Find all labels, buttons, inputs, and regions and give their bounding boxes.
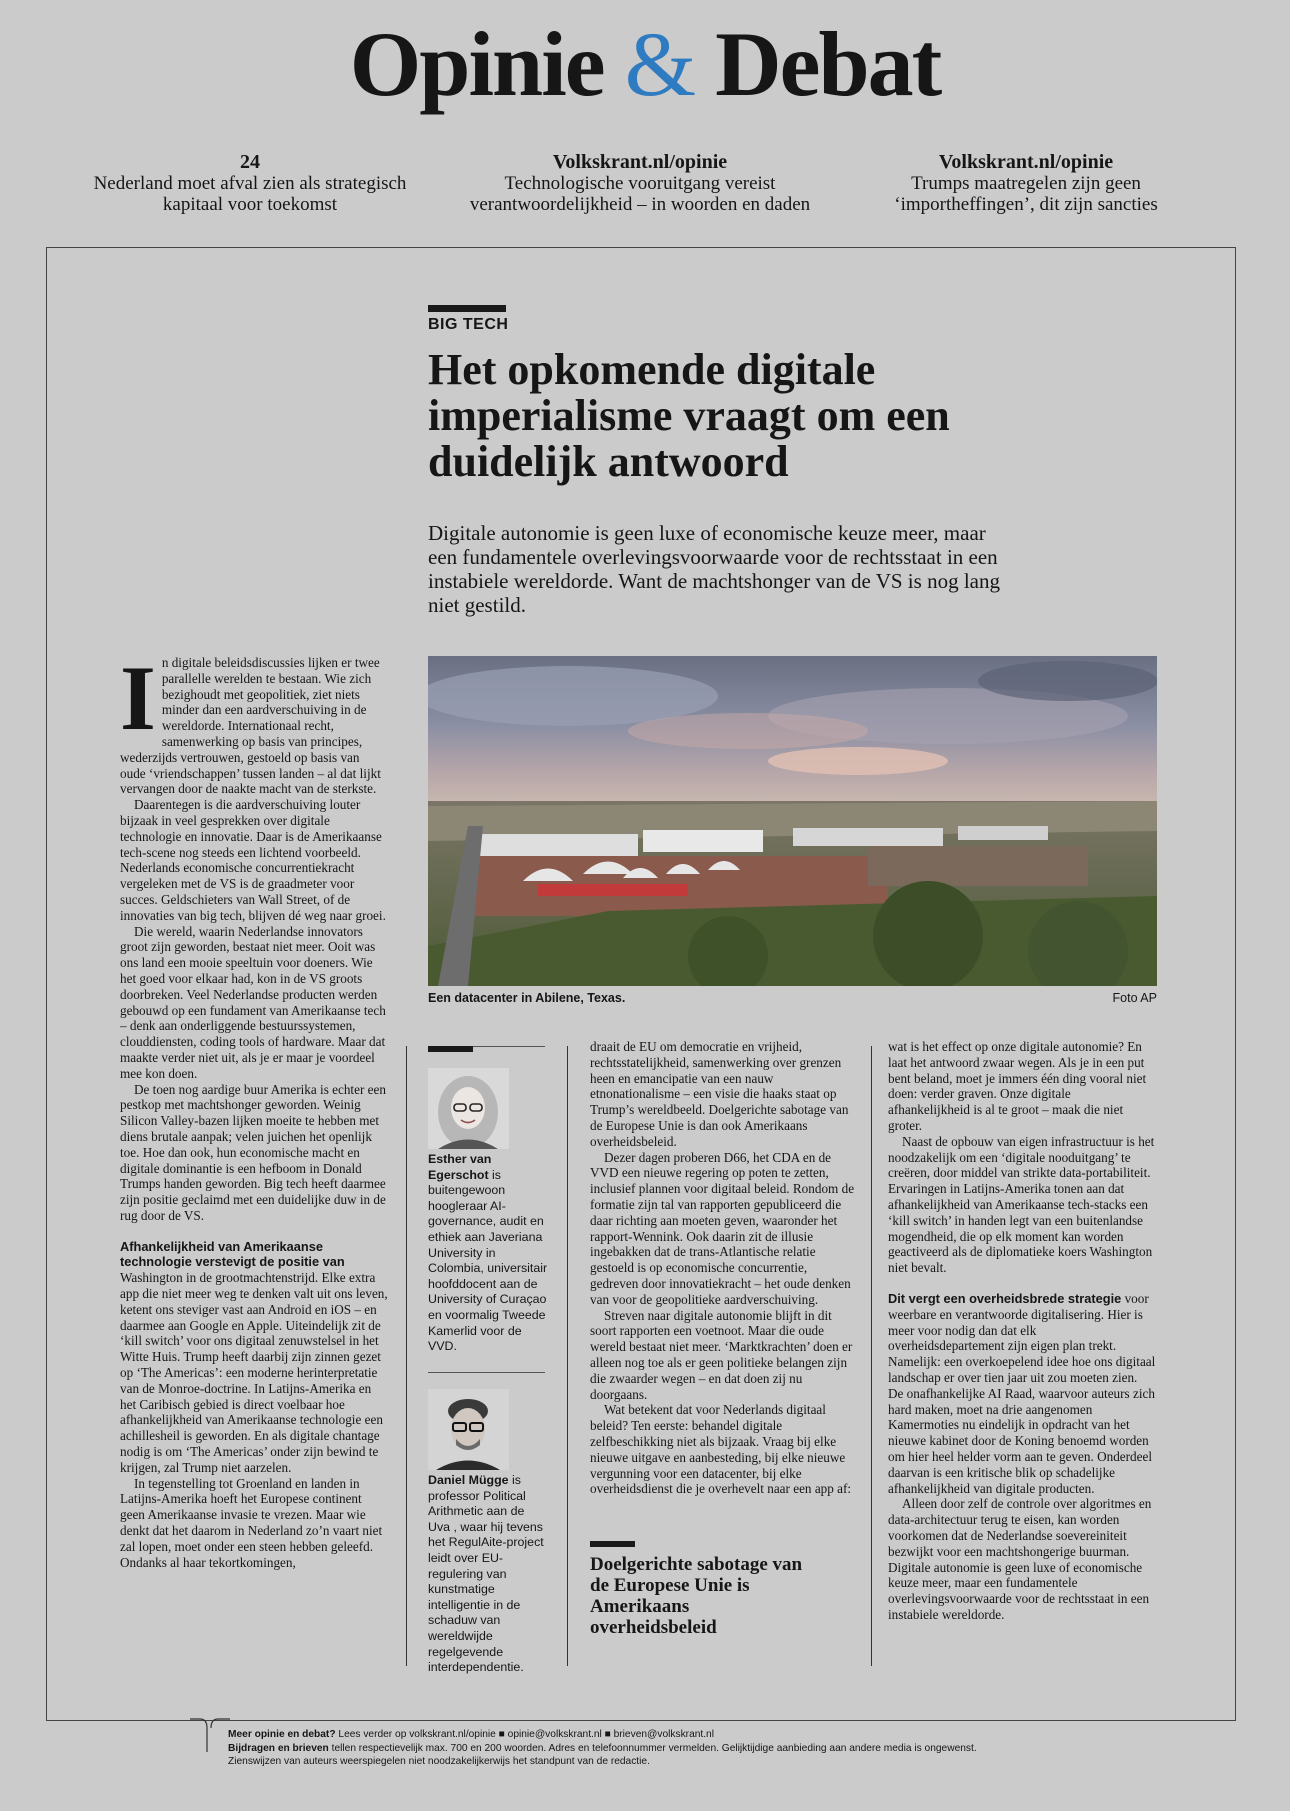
bio-bar <box>428 1046 473 1052</box>
paragraph: n digitale beleidsdiscussies lijken er twee parallelle werelden te bestaan. Wie zich bezighoudt met geopolitiek, ziet niets minder dan een aardverschuiving in de wereldorde. Internationaal recht, samenwerking op basis van principes, wederzijds vertrouwen, gestoeld op basis van oude ‘vriendschappen’ tussen landen – al dat lijkt vervangen door de naakte macht van de sterkste. <box>120 655 381 797</box>
author-description: is buitengewoon hoogleraar AI-governance, audit en ethiek aan Javeriana University in Colombia, universitair hoofddocent aan de University of Curaçao en voormalig Tweede Kamerlid voor de VVD. <box>428 1167 548 1354</box>
footer-lead: Meer opinie en debat? <box>228 1729 336 1740</box>
portrait-image <box>428 1068 509 1149</box>
datacenter-photo-image <box>428 656 1157 986</box>
footer-disclaimer: Zienswijzen van auteurs weerspiegelen niet noodzakelijkerwijs het standpunt van de redactie. <box>228 1756 650 1767</box>
footer-bracket <box>190 1718 230 1752</box>
pull-quote-bar <box>590 1541 635 1547</box>
drop-cap: I <box>120 647 156 749</box>
paragraph: voor weerbare en verantwoorde digitalisering. Hier is meer voor nodig dan dat elk overheidsdepartement zijn eigen plan trekt. Namelijk: een overkoepelend idee hoe ons digitaal landschap er over tien jaar uit zou moeten zien. De onafhankelijke AI Raad, waarvoor auteurs zich hard maken, moet na drie aangenomen Kamermoties nu eindelijk in opdracht van het nieuwe kabinet door de Koning benoemd worden om hier heel helder vorm aan te geven. Onderdeel daarvan is een kritische blik op schadelijke afhankelijkheid van digitale producten. <box>888 1290 1156 1496</box>
paragraph: wat is het effect op onze digitale autonomie? En laat het antwoord zwaar wegen. Als je in een put bent beland, moet je immers één ding vooral niet doen: verder graven. Onze digitale afhankelijkheid is al te groot – maak die niet groter. <box>888 1039 1147 1133</box>
paragraph: Naast de opbouw van eigen infrastructuur is het noodzakelijk om een ‘digitale nooduitgang’ te creëren, door middel van strikte data-portabiliteit. Ervaringen in Latijns-Amerika tonen aan dat afhankelijkheid van Amerikaanse tech-stacks een ‘kill switch’ in handen legt van een buitenlandse mogendheid, die op elk moment kan worden geactiveerd als de diplomatieke koers Washington niet bevalt. <box>888 1133 1155 1276</box>
teaser-3[interactable] <box>856 151 1196 215</box>
teaser-link: Volkskrant.nl/opinie <box>938 151 1114 173</box>
author-description: is professor Political Arithmetic aan de Uva , waar hij tevens het RegulAite-project leidt over EU-regulering van kunstmatige intelligentie in de schaduw van wereldwijde regelgevende interdependentie. <box>428 1473 544 1675</box>
kicker-bar <box>428 305 506 312</box>
masthead <box>0 13 1290 115</box>
teaser-text: Trumps maatregelen zijn geen ‘importheffingen’, dit zijn sancties <box>894 173 1158 215</box>
pull-quote: Doelgerichte sabotage van de Europese Unie is Amerikaans overheidsbeleid <box>590 1554 803 1638</box>
subheading: Dit vergt een overheidsbrede strategie <box>888 1290 1122 1306</box>
paragraph: Alleen door zelf de controle over algoritmes en data-architectuur terug te eisen, kan worden voorkomen dat de Nederlandse soevereiniteit bezwijkt voor een machtshongerige buurman. Digitale autonomie is geen luxe of economische keuze meer, maar een fundamentele overlevingsvoorwaarde voor de rechtsstaat in een instabiele wereldorde. <box>888 1496 1152 1622</box>
masthead-word-debat: Debat <box>715 13 941 115</box>
bio-rule <box>473 1046 545 1047</box>
paragraph: draait de EU om democratie en vrijheid, rechtsstatelijkheid, samenwerking over grenzen heen en emancipatie van een nauw etnonationalisme – een visie die haaks staat op Trump’s wereldbeeld. Doelgerichte sabotage van de Europese Unie is dan ook Amerikaans overheidsbeleid. <box>590 1039 849 1149</box>
author-bio-daniel <box>428 1473 548 1676</box>
subheading: Afhankelijkheid van Amerikaanse technologie verstevigt de positie van <box>120 1238 345 1270</box>
datacenter-photo <box>428 656 1157 986</box>
teaser-link: Volkskrant.nl/opinie <box>552 151 728 173</box>
column-rule <box>871 1046 872 1666</box>
paragraph: Dezer dagen proberen D66, het CDA en de VVD een nieuwe regering op poten te zetten, inclusief plannen voor digitaal beleid. Rondom de formatie zijn tal van rapporten gepubliceerd die daar richting aan moeten geven, waaronder het rapport-Wennink. Ook daarin zit de illusie ingebakken dat de trans-Atlantische relatie gestoeld is op economische concurrentie, gedreven door innovatiekracht – het oude denken van voor de geopolitieke aardverschuiving. <box>590 1149 855 1307</box>
headline: Het opkomende digitale imperialisme vraagt om een duidelijk antwoord <box>428 345 950 486</box>
paragraph: Washington in de grootmachtenstrijd. Elke extra app die niet meer weg te denken valt uit ons leven, ketent ons steviger vast aan Android en iOS – en daarmee aan Google en Apple. Uiteindelijk zit de ‘kill switch’ voor ons digitaal zenuwstelsel in het Witte Huis. Trump heeft daarbij zijn zinnen gezet op ‘The Americas’: een moderne herinterpretatie van de Monroe-doctrine. In Latijns-Amerika en het Caribisch gebied is direct voelbaar hoe afhankelijkheid van Amerikaanse technologie een achillesheil is geworden. En als digitale chantage nodig is om ‘The Americas’ onder zijn bewind te krijgen, zal Trump niet aarzelen. <box>120 1270 388 1475</box>
footer-guidelines: tellen respectievelijk max. 700 en 200 woorden. Adres en telefoonnummer vermelden. Gelijktijdige aanbieding aan andere media is ongewenst. <box>331 1742 977 1754</box>
author-portrait-esther <box>428 1068 509 1149</box>
author-bio-esther <box>428 1152 548 1355</box>
teaser-1[interactable] <box>80 151 420 215</box>
article-column-3 <box>590 1039 858 1497</box>
footer-contact[interactable]: Lees verder op volkskrant.nl/opinie ■ opinie@volkskrant.nl ■ brieven@volkskrant.nl <box>338 1729 714 1740</box>
photo-credit: Foto AP <box>1112 991 1157 1005</box>
footer-lead: Bijdragen en brieven <box>228 1742 329 1754</box>
lede: Digitale autonomie is geen luxe of economische keuze meer, maar een fundamentele overlevingsvoorwaarde voor de rechtsstaat in een instabiele wereldorde. Want de machtshonger van de VS is nog lang niet gestild. <box>428 521 1000 617</box>
teaser-2[interactable] <box>462 151 818 215</box>
article-column-4 <box>888 1039 1156 1623</box>
masthead-word-opinie: Opinie <box>349 13 604 115</box>
author-name: Esther van Egerschot <box>428 1152 492 1182</box>
photo-caption: Een datacenter in Abilene, Texas. <box>428 991 626 1005</box>
paragraph: Streven naar digitale autonomie blijft in dit soort rapporten een voetnoot. Maar die oude wereld bestaat niet meer. ‘Marktkrachten’ doen er alleen nog toe als er geen politieke belangen zijn die zwaarder wegen – en dat doen zij nu doorgaans. <box>590 1307 853 1402</box>
portrait-image <box>428 1389 509 1470</box>
teaser-page: 24 <box>240 151 260 173</box>
paragraph: De toen nog aardige buur Amerika is echter een pestkop met machtshonger geworden. Weinig Silicon Valley-bazen lijken moeite te hebben met diens brutale aanpak; velen juichen het openlijk toe. Hoe dan ook, hun economische macht en digitale dominantie is een hefboom in Donald Trumps handen geworden. Big tech heeft daarmee zijn positie geclaimd met een duidelijke duw in de rug door de VS. <box>120 1081 386 1223</box>
teaser-text: Technologische vooruitgang vereist verantwoordelijkheid – in woorden en daden <box>469 173 811 215</box>
article-column-1 <box>120 647 388 1570</box>
bio-divider <box>428 1372 545 1373</box>
masthead-ampersand: & <box>624 13 695 115</box>
column-rule <box>406 1046 407 1666</box>
kicker: BIG TECH <box>428 316 509 333</box>
paragraph: In tegenstelling tot Groenland en landen in Latijns-Amerika hoeft het Europese continent geen Amerikaanse invasie te vrezen. Maar wie denkt dat het daarom in Nederland zo’n vaart niet zal lopen, moet onder een steen hebben geleefd. Ondanks al haar tekortkomingen, <box>120 1475 383 1570</box>
author-portrait-daniel <box>428 1389 509 1470</box>
paragraph: Die wereld, waarin Nederlandse innovators groot zijn geworden, bestaat niet meer. Ooit was ons land een mooie speeltuin voor doeners. Wie het goed voor elkaar had, kon in de VS groots doorbreken. Veel Nederlandse producten werden gebouwd op een fundament van Amerikaanse tech – denk aan onderliggende bestuurssystemen, clouddiensten, coding tools of hardware. Maar dat maakte verder niet uit, als je er maar je voordeel mee kon doen. <box>120 923 386 1081</box>
teaser-text: Nederland moet afval zien als strategisch kapitaal voor toekomst <box>93 173 407 215</box>
author-name: Daniel Mügge <box>428 1473 509 1487</box>
paragraph: Daarentegen is die aardverschuiving louter bijzaak in veel gesprekken over digitale technologie en innovatie. Daar is de Amerikaanse tech-scene nog steeds een lichtend voorbeeld. Nederlands economische concurrentiekracht vergeleken met de VS is de graadmeter voor succes. Geldschieters van Wall Street, of de innovaties van big tech, blijven dé weg naar groei. <box>120 797 386 923</box>
column-rule <box>567 1046 568 1666</box>
footer <box>228 1728 1128 1769</box>
paragraph: Wat betekent dat voor Nederlands digitaal beleid? Ten eerste: behandel digitale zelfbeschikking niet als bijzaak. Vraag bij elke nieuwe uitgave en aanbesteding, bij elke nieuwe vergunning voor een datacenter, bij elke overheidsdienst die je overhevelt naar een app af: <box>590 1402 852 1497</box>
